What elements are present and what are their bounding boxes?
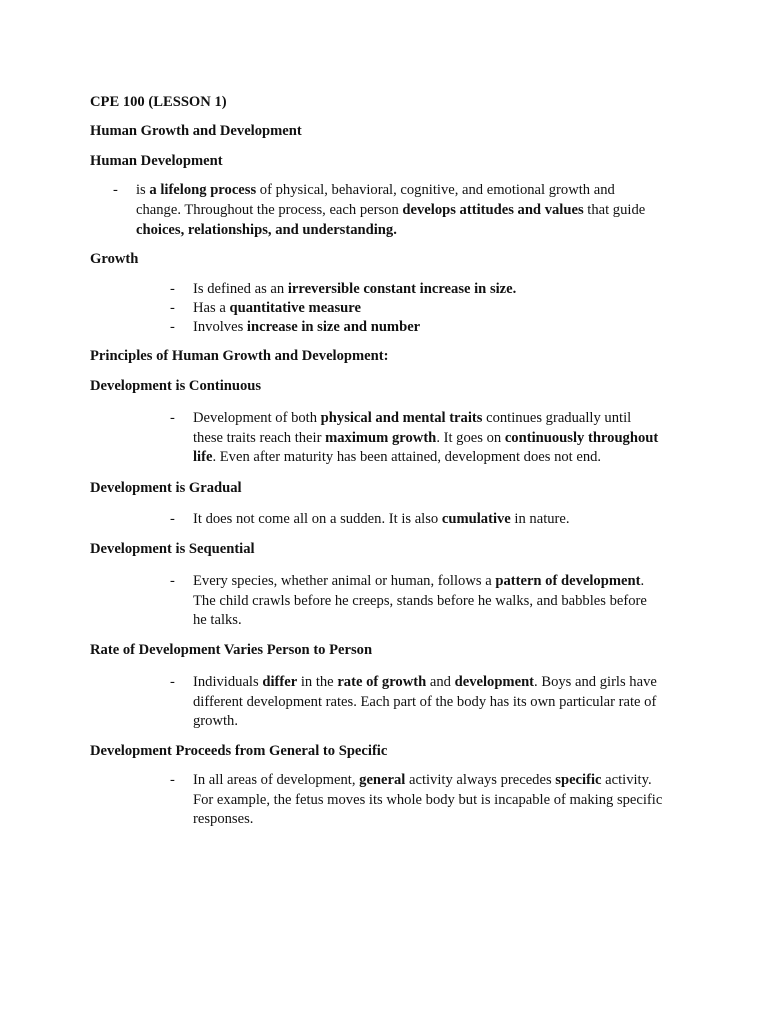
bold-run: differ — [262, 674, 298, 690]
bold-run: rate of growth — [337, 674, 427, 690]
bold-run: continuously throughout — [504, 430, 659, 446]
bold-run: specific — [555, 772, 602, 788]
text-run: Every species, whether animal or human, follows a — [193, 573, 496, 589]
text-run: change. Throughout the process, each person — [136, 202, 403, 218]
bullet-marker: - — [170, 674, 175, 690]
bold-run: maximum growth — [325, 430, 437, 446]
rate-line-2: different development rates. Each part of the body has its own particular rate of — [193, 694, 657, 710]
sequential-line-1 — [193, 572, 644, 592]
text-run: . It goes on — [436, 430, 505, 446]
sequential-line-2: The child crawls before he creeps, stands before he walks, and babbles before — [193, 593, 647, 609]
text-run: activity always precedes — [405, 772, 556, 788]
human-development-line-3: choices, relationships, and understanding. — [136, 222, 397, 238]
text-run: Involves — [193, 319, 247, 335]
text-run: Is defined as an — [193, 281, 288, 297]
bold-run: a lifelong process — [149, 182, 257, 198]
text-run: . Even after maturity has been attained, development does not end. — [212, 449, 602, 465]
bold-run: development — [454, 674, 535, 690]
human-development-line-2 — [136, 201, 645, 221]
rate-line-1 — [193, 673, 657, 693]
bold-run: quantitative measure — [229, 300, 361, 316]
section-heading-rate: Rate of Development Varies Person to Person — [90, 642, 373, 658]
section-heading-general-specific: Development Proceeds from General to Specific — [90, 743, 388, 759]
bold-run: physical and mental traits — [320, 410, 483, 426]
bullet-marker: - — [170, 319, 175, 335]
text-run: . Boys and girls have — [534, 674, 657, 690]
general-specific-line-1 — [193, 771, 652, 791]
text-run: that guide — [583, 202, 646, 218]
text-run: these traits reach their — [193, 430, 326, 446]
text-run: . — [640, 573, 645, 589]
sequential-line-3: he talks. — [193, 612, 242, 628]
bullet-marker: - — [170, 300, 175, 316]
bold-run: increase in size and number — [246, 319, 421, 335]
bullet-marker: - — [170, 410, 175, 426]
bullet-marker: - — [113, 182, 118, 198]
bullet-marker: - — [170, 573, 175, 589]
section-heading-sequential: Development is Sequential — [90, 541, 255, 557]
growth-item-1 — [193, 280, 516, 300]
human-development-line-1 — [136, 181, 615, 201]
text-run: Has a — [193, 300, 230, 316]
section-heading-continuous: Development is Continuous — [90, 378, 262, 394]
rate-line-3: growth. — [193, 713, 238, 729]
continuous-line-3 — [193, 448, 601, 468]
bold-run: develops attitudes and values — [402, 202, 584, 218]
text-run: continues gradually until — [482, 410, 632, 426]
bullet-marker: - — [170, 772, 175, 788]
text-run: Individuals — [193, 674, 263, 690]
text-run: in nature. — [510, 511, 570, 527]
text-run: in the — [297, 674, 338, 690]
bold-run: life — [193, 449, 213, 465]
bold-run: cumulative — [441, 511, 511, 527]
bullet-marker: - — [170, 511, 175, 527]
text-run: is — [136, 182, 150, 198]
main-title: Human Growth and Development — [90, 123, 302, 139]
continuous-line-2 — [193, 429, 658, 449]
gradual-line-1 — [193, 510, 570, 530]
course-title: CPE 100 (LESSON 1) — [90, 94, 227, 110]
general-specific-line-3: responses. — [193, 811, 254, 827]
continuous-line-1 — [193, 409, 631, 429]
bold-run: irreversible constant increase in size. — [287, 281, 517, 297]
section-heading-gradual: Development is Gradual — [90, 480, 242, 496]
text-run: of physical, behavioral, cognitive, and emotional growth and — [256, 182, 615, 198]
text-run: activity. — [601, 772, 652, 788]
bold-run: general — [359, 772, 406, 788]
text-run: It does not come all on a sudden. It is also — [193, 511, 442, 527]
growth-item-3 — [193, 318, 420, 338]
text-run: and — [426, 674, 455, 690]
general-specific-line-2: For example, the fetus moves its whole body but is incapable of making specific — [193, 792, 663, 808]
bullet-marker: - — [170, 281, 175, 297]
bold-run: pattern of development — [495, 573, 641, 589]
text-run: In all areas of development, — [193, 772, 360, 788]
section-heading-human-development: Human Development — [90, 153, 223, 169]
principles-heading: Principles of Human Growth and Development: — [90, 348, 389, 364]
growth-item-2 — [193, 299, 361, 319]
text-run: Development of both — [193, 410, 321, 426]
section-heading-growth: Growth — [90, 251, 139, 267]
